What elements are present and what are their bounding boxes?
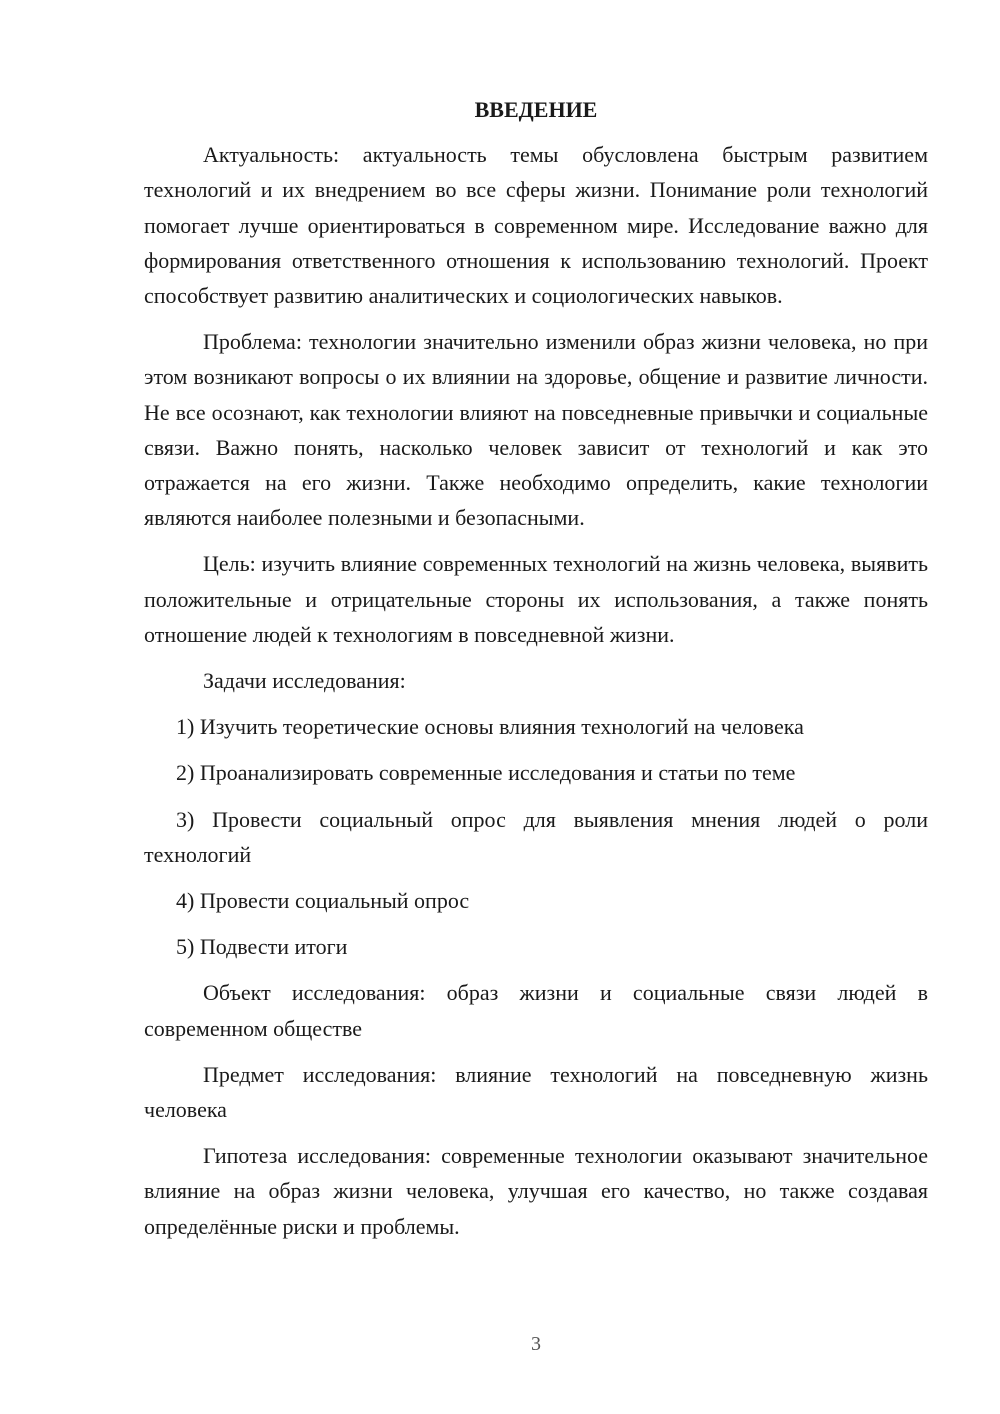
subject-paragraph: Предмет исследования: влияние технологий на повседневную жизнь человека xyxy=(144,1061,928,1123)
goal-paragraph: Цель: изучить влияние современных технологий на жизнь человека, выявить положительные и отрицательные стороны их использования, а также понять отношение людей к технологиям в повседневной жизни. xyxy=(144,551,928,647)
tasks-heading: Задачи исследования: xyxy=(203,668,406,694)
hypothesis-paragraph: Гипотеза исследования: современные технологии оказывают значительное влияние на образ жизни человека, улучшая его качество, но также создавая определённые риски и проблемы. xyxy=(144,1143,928,1239)
task-item-1: 1) Изучить теоретические основы влияния технологий на человека xyxy=(176,714,804,740)
problem-paragraph: Проблема: технологии значительно изменили образ жизни человека, но при этом возникают вопросы о их влиянии на здоровье, общение и развитие личности. Не все осознают, как технологии влияют на повседневные привычки и социальные связи. Важно понять, насколько человек зависит от технологий и как это отражается на его жизни. Также необходимо определить, какие технологии являются наиболее полезными и безопасными. xyxy=(144,329,928,531)
object-paragraph: Объект исследования: образ жизни и социальные связи людей в современном обществе xyxy=(144,980,928,1041)
page-number: 3 xyxy=(531,1333,541,1355)
task-item-2: 2) Проанализировать современные исследования и статьи по теме xyxy=(176,760,796,786)
task-item-4: 4) Провести социальный опрос xyxy=(176,888,470,914)
task-item-3: 3) Провести социальный опрос для выявления мнения людей о роли технологий xyxy=(144,806,928,867)
relevance-paragraph: Актуальность: актуальность темы обусловлена быстрым развитием технологий и их внедрением во все сферы жизни. Понимание роли технологий помогает лучше ориентироваться в современном мире. Исследование важно для формирования ответственного отношения к использованию технологий. Проект способствует развитию аналитических и социологических навыков. xyxy=(144,142,928,309)
document-page xyxy=(144,92,928,1255)
task-item-5: 5) Подвести итоги xyxy=(176,934,348,960)
page-title: ВВЕДЕНИЕ xyxy=(474,97,598,122)
